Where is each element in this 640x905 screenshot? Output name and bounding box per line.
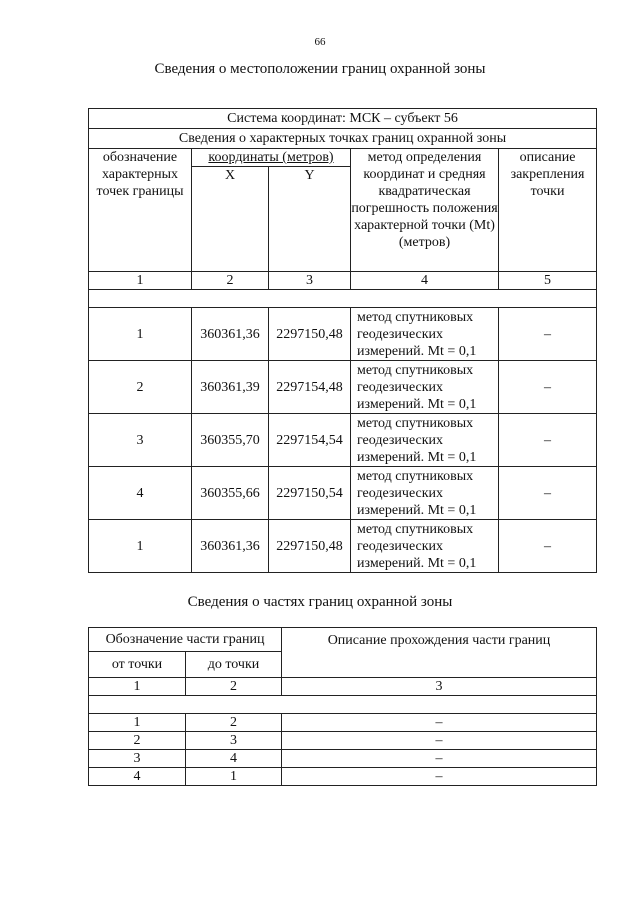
point-y: 2297150,54 bbox=[269, 467, 351, 520]
col-number-2: 2 bbox=[192, 272, 269, 290]
header-part-designation: Обозначение части границ bbox=[89, 628, 282, 652]
header-y: Y bbox=[269, 167, 351, 272]
table-row bbox=[89, 361, 597, 414]
table-subtitle-row: Сведения о характерных точках границ охранной зоны bbox=[89, 129, 597, 149]
header-method: метод определения координат и средняя квадратическая погрешность положения характерной точки (Mt) (метров) bbox=[351, 149, 499, 272]
table-row bbox=[89, 714, 597, 732]
point-method: метод спутниковых геодезических измерений. Mt = 0,1 bbox=[351, 361, 499, 414]
point-method: метод спутниковых геодезических измерений. Mt = 0,1 bbox=[351, 467, 499, 520]
point-designation: 2 bbox=[89, 361, 192, 414]
table-row bbox=[89, 414, 597, 467]
table-row bbox=[89, 308, 597, 361]
col-number-4: 4 bbox=[351, 272, 499, 290]
part-from: 2 bbox=[89, 732, 186, 750]
header-to-point: до точки bbox=[186, 652, 282, 678]
point-x: 360361,36 bbox=[192, 520, 269, 573]
part-description: – bbox=[282, 750, 597, 768]
table-row bbox=[89, 750, 597, 768]
page-number: 66 bbox=[314, 36, 326, 48]
part-from: 1 bbox=[89, 714, 186, 732]
point-method: метод спутниковых геодезических измерений. Mt = 0,1 bbox=[351, 414, 499, 467]
part-from: 4 bbox=[89, 768, 186, 786]
point-y: 2297150,48 bbox=[269, 520, 351, 573]
part-to: 1 bbox=[186, 768, 282, 786]
point-fixing: – bbox=[499, 414, 597, 467]
table-row bbox=[89, 768, 597, 786]
part-to: 2 bbox=[186, 714, 282, 732]
col-number-1: 1 bbox=[89, 272, 192, 290]
main-title: Сведения о местоположении границ охранной зоны bbox=[154, 61, 486, 77]
point-fixing: – bbox=[499, 361, 597, 414]
header-designation: обозначение характерных точек границы bbox=[89, 149, 192, 272]
point-designation: 1 bbox=[89, 308, 192, 361]
boundary-parts-table bbox=[88, 627, 597, 786]
table-row bbox=[89, 467, 597, 520]
point-y: 2297154,48 bbox=[269, 361, 351, 414]
header-fixing: описание закрепления точки bbox=[499, 149, 597, 272]
header-from-point: от точки bbox=[89, 652, 186, 678]
point-fixing: – bbox=[499, 467, 597, 520]
part-to: 3 bbox=[186, 732, 282, 750]
point-fixing: – bbox=[499, 520, 597, 573]
col-number-5: 5 bbox=[499, 272, 597, 290]
parts-title: Сведения о частях границ охранной зоны bbox=[187, 594, 453, 610]
part-description: – bbox=[282, 714, 597, 732]
table-row bbox=[89, 520, 597, 573]
col-number-1: 1 bbox=[89, 678, 186, 696]
point-method: метод спутниковых геодезических измерений. Mt = 0,1 bbox=[351, 308, 499, 361]
point-fixing: – bbox=[499, 308, 597, 361]
point-designation: 4 bbox=[89, 467, 192, 520]
point-x: 360361,39 bbox=[192, 361, 269, 414]
header-part-description: Описание прохождения части границ bbox=[282, 628, 597, 678]
empty-separator-row bbox=[89, 696, 597, 714]
header-coords bbox=[192, 149, 351, 167]
empty-separator-row bbox=[89, 290, 597, 308]
boundary-points-table bbox=[88, 108, 597, 573]
col-number-3: 3 bbox=[282, 678, 597, 696]
coordinate-system-row: Система координат: МСК – субъект 56 bbox=[89, 109, 597, 129]
header-x: X bbox=[192, 167, 269, 272]
point-designation: 3 bbox=[89, 414, 192, 467]
point-x: 360355,70 bbox=[192, 414, 269, 467]
point-y: 2297154,54 bbox=[269, 414, 351, 467]
table-row bbox=[89, 732, 597, 750]
part-description: – bbox=[282, 732, 597, 750]
part-to: 4 bbox=[186, 750, 282, 768]
header-coords-label: координаты (метров) bbox=[208, 150, 334, 165]
col-number-3: 3 bbox=[269, 272, 351, 290]
col-number-2: 2 bbox=[186, 678, 282, 696]
point-x: 360361,36 bbox=[192, 308, 269, 361]
point-x: 360355,66 bbox=[192, 467, 269, 520]
part-description: – bbox=[282, 768, 597, 786]
point-method: метод спутниковых геодезических измерений. Mt = 0,1 bbox=[351, 520, 499, 573]
part-from: 3 bbox=[89, 750, 186, 768]
point-y: 2297150,48 bbox=[269, 308, 351, 361]
point-designation: 1 bbox=[89, 520, 192, 573]
